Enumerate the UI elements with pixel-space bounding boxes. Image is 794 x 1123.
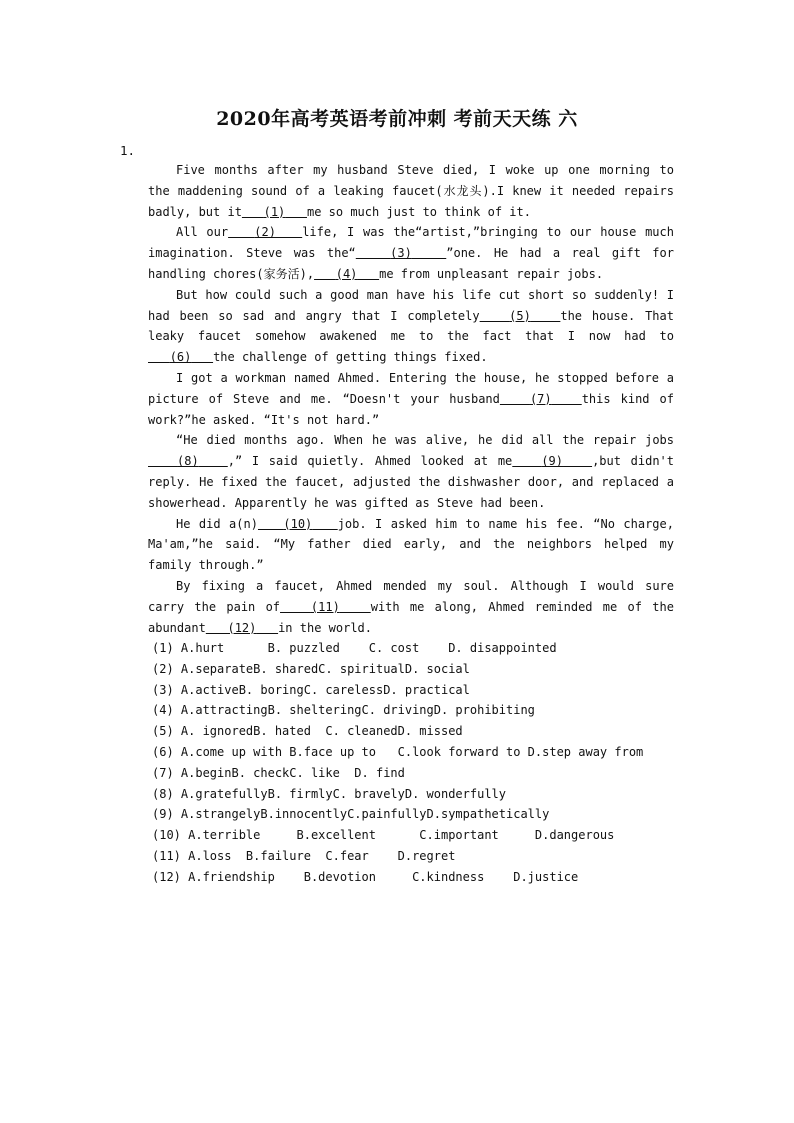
option-row-1: (1) A.hurt B. puzzled C. cost D. disappointed <box>152 641 557 655</box>
option-row-5: (5) A. ignoredB. hated C. cleanedD. missed <box>152 724 463 739</box>
passage-text: All our <box>176 225 229 240</box>
blank-11: (11) <box>310 599 340 614</box>
blank-6: (6) <box>169 350 192 365</box>
option-row-3: (3) A.activeB. boringC. carelessD. practical <box>152 682 470 697</box>
passage-text: ,but didn't reply. He fixed the faucet, adjusted the dishwasher door, and replaced a showerhead. Apparently he was gifted as Steve had been. <box>148 454 674 510</box>
paragraph-3 <box>148 285 674 368</box>
paragraph-1 <box>148 160 674 222</box>
passage-text: life, I was the“artist,”bringing to our house much imagination. Steve was the“ <box>148 225 674 261</box>
option-row-12: (12) A.friendship B.devotion C.kindness D.justice <box>152 869 579 884</box>
blank-1: (1) <box>263 204 286 219</box>
passage-text: job. I asked him to name his fee. “No charge, Ma'am,”he said. “My father died early, and the neighbors helped my family through.” <box>148 516 674 573</box>
passage-text: ”one. He had a real gift for handling chores(家务活), <box>148 246 674 281</box>
passage-text: By fixing a faucet, Ahmed mended my soul. Although I would sure carry the pain of <box>148 578 674 614</box>
paragraph-4 <box>148 368 674 430</box>
passage-text: the challenge of getting things fixed. <box>213 350 488 365</box>
paragraph-2 <box>148 222 674 284</box>
blank-3: (3) <box>390 246 412 261</box>
option-row-2: (2) A.separateB. sharedC. spiritualD. social <box>152 661 470 676</box>
option-row-6: (6) A.come up with B.face up to C.look forward to D.step away from <box>152 744 644 759</box>
blank-10: (10) <box>283 516 313 531</box>
blank-7: (7) <box>529 391 552 406</box>
blank-8: (8) <box>177 454 199 469</box>
option-row-10: (10) A.terrible B.excellent C.important D.dangerous <box>152 828 615 843</box>
option-row-11: (11) A.loss B.failure C.fear D.regret <box>152 848 456 863</box>
passage-text: this kind of work?”he asked. “It's not hard.” <box>148 391 674 427</box>
blank-9: (9) <box>541 454 564 469</box>
passage-text: Five months after my husband Steve died, I woke up one morning to the maddening sound of a leaking faucet(水龙头).I knew it needed repairs badly, but it <box>148 163 674 219</box>
passage-text: in the world. <box>278 620 372 635</box>
option-row-8: (8) A.gratefullyB. firmlyC. bravelyD. wonderfully <box>152 786 507 801</box>
question-number: 1. <box>120 143 136 158</box>
paragraph-5 <box>148 430 674 513</box>
passage-text: with me along, Ahmed reminded me of the abundant <box>148 599 674 635</box>
option-row-9: (9) A.strangelyB.innocentlyC.painfullyD.sympathetically <box>152 807 550 822</box>
passage-text: “He died months ago. When he was alive, he did all the repair jobs <box>176 433 674 448</box>
blank-2: (2) <box>254 225 276 240</box>
blank-5: (5) <box>509 308 531 323</box>
blank-4: (4) <box>335 266 358 281</box>
paragraph-7 <box>148 576 674 638</box>
passage-text: He did a(n) <box>176 516 258 531</box>
passage-text: ,” I said quietly. Ahmed looked at me <box>227 454 513 469</box>
cloze-passage <box>148 160 674 638</box>
option-row-7: (7) A.beginB. checkC. like D. find <box>152 765 405 780</box>
answer-options <box>152 638 672 888</box>
passage-text: me from unpleasant repair jobs. <box>379 266 604 281</box>
paragraph-6 <box>148 514 674 576</box>
option-row-4: (4) A.attractingB. shelteringC. drivingD. prohibiting <box>152 703 535 718</box>
blank-12: (12) <box>227 620 257 635</box>
passage-text: me so much just to think of it. <box>306 204 531 219</box>
passage-text: I got a workman named Ahmed. Entering the house, he stopped before a picture of Steve and me. “Doesn't your husband <box>148 370 674 406</box>
page-title: 2020年高考英语考前冲刺 考前天天练 六 <box>216 108 578 130</box>
passage-text: But how could such a good man have his life cut short so suddenly! I had been so sad and angry that I completely <box>148 287 674 323</box>
passage-text: the house. That leaky faucet somehow awakened me to the fact that I now had to <box>148 308 674 344</box>
